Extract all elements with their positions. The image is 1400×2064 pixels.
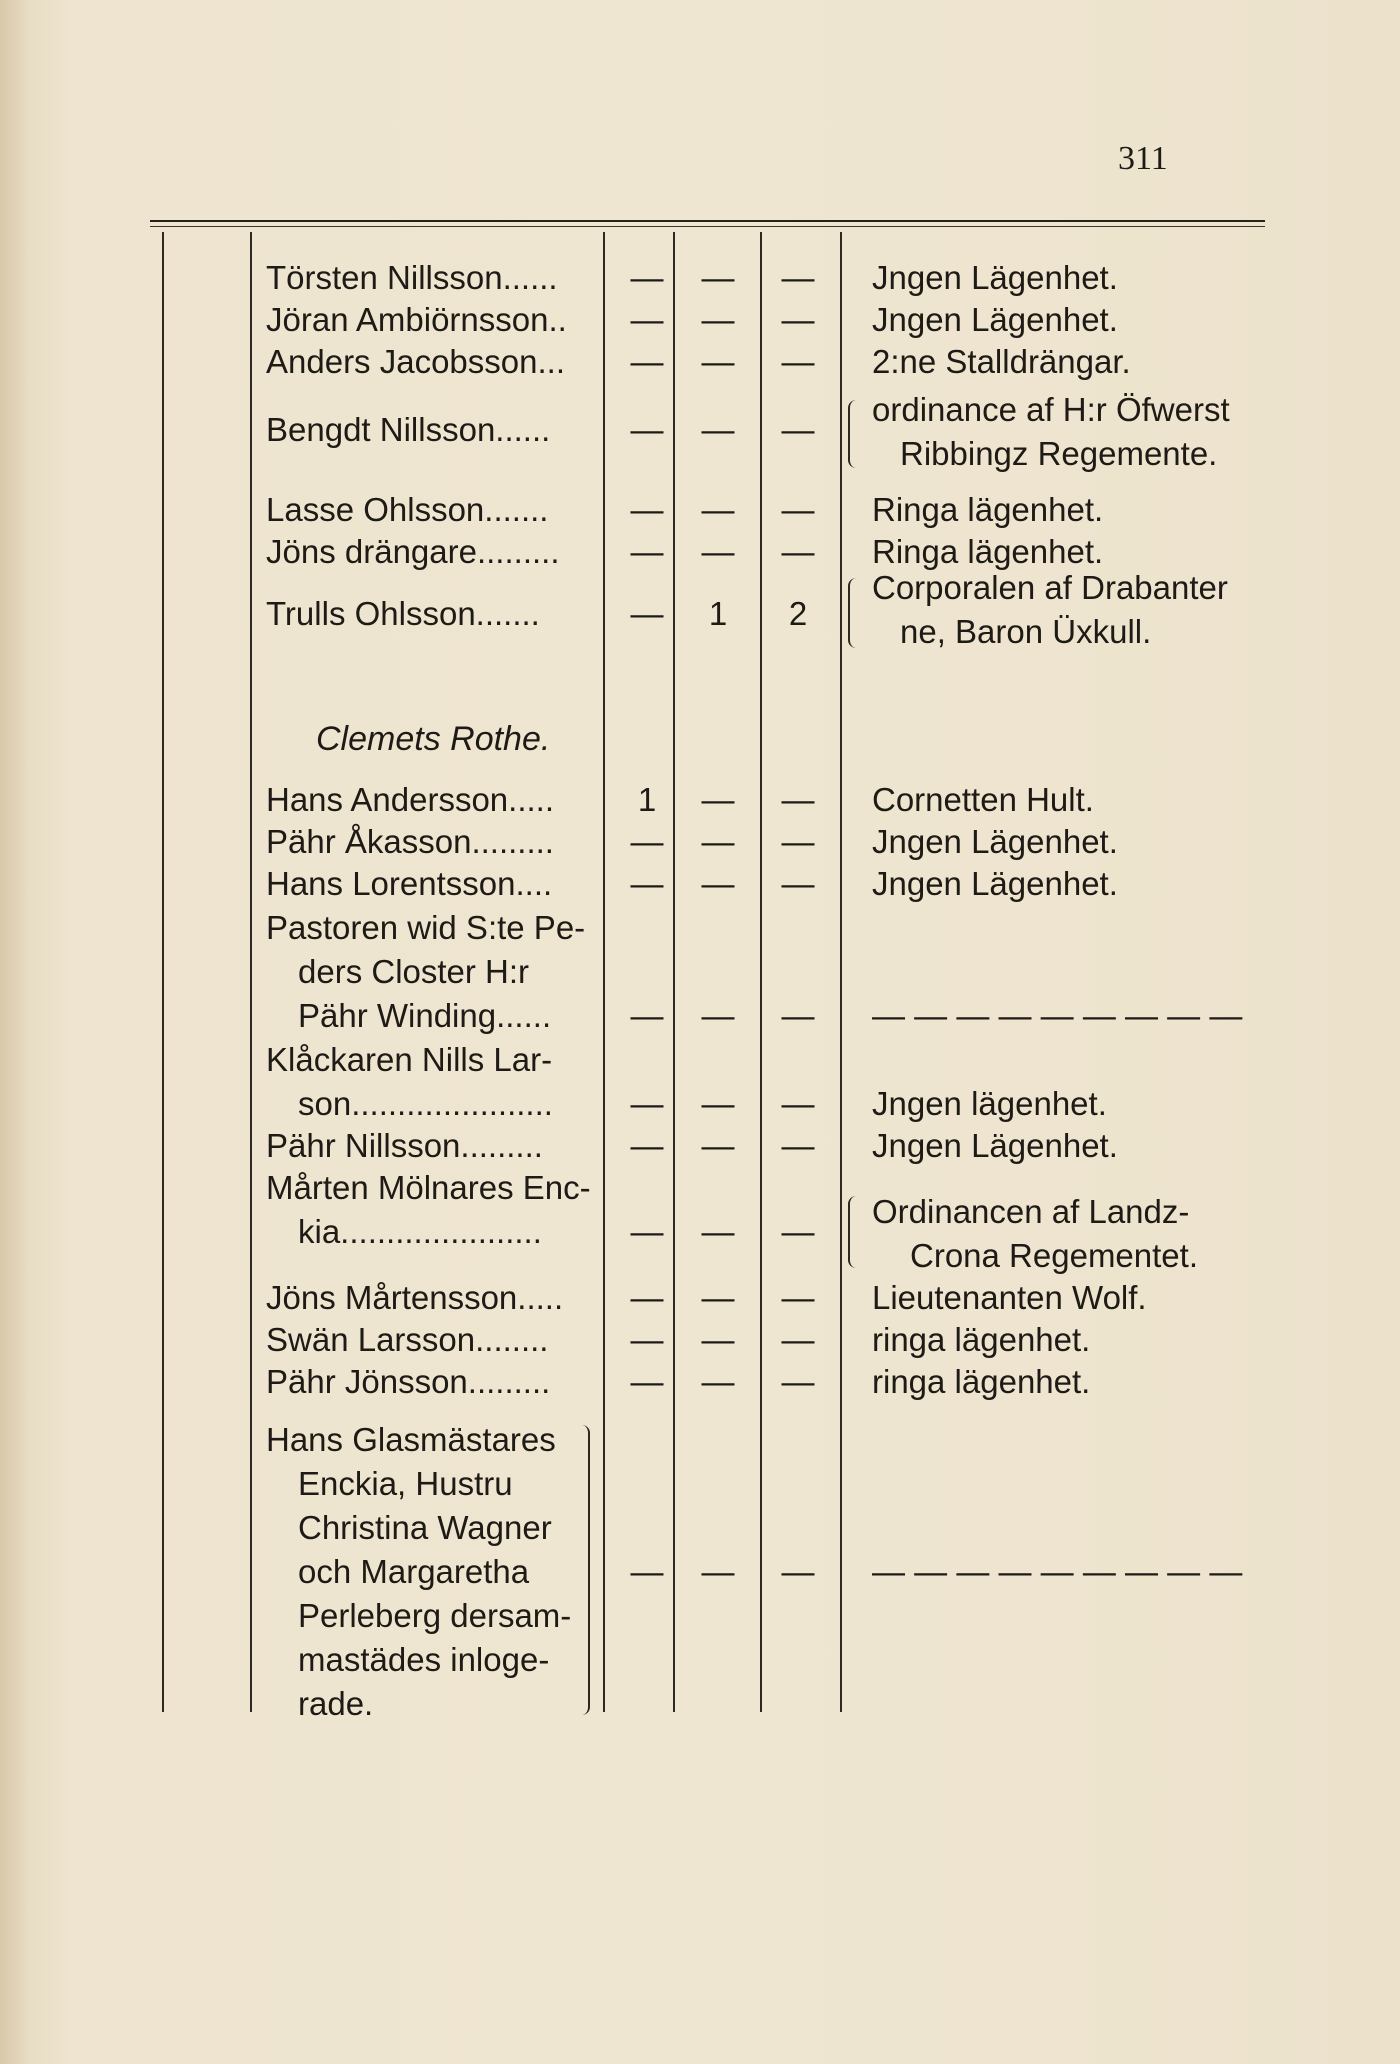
col1-cell: —: [630, 823, 664, 860]
col3-cell: —: [781, 259, 815, 296]
name-line: Christina Wagner: [298, 1509, 552, 1546]
name-line: son......................: [298, 1085, 553, 1122]
col3-cell: —: [781, 411, 815, 448]
remark-cell: Lieutenanten Wolf.: [872, 1279, 1147, 1316]
name-line: ders Closter H:r: [298, 953, 530, 990]
col3-cell: —: [781, 1363, 815, 1400]
name-cell: Anders Jacobsson...: [266, 343, 565, 380]
column-line-c3: [760, 232, 762, 1712]
col2-cell: —: [701, 865, 735, 902]
col2-cell: —: [701, 259, 735, 296]
name-cell: Lasse Ohlsson.......: [266, 491, 549, 528]
name-cell: Swän Larsson........: [266, 1321, 549, 1358]
col3-cell: —: [781, 865, 815, 902]
col1-cell: —: [630, 259, 664, 296]
col3-cell: —: [781, 823, 815, 860]
remark-cell: Ringa lägenhet.: [872, 533, 1104, 570]
remark-brace: [848, 578, 860, 648]
column-line-c2: [673, 232, 675, 1712]
remark-cell: 2:ne Stalldrängar.: [872, 343, 1131, 380]
remark-cell: Jngen Lägenhet.: [872, 1127, 1118, 1164]
col1-cell: —: [630, 411, 664, 448]
name-line: rade.: [298, 1685, 374, 1722]
remark-cell: ne, Baron Üxkull.: [900, 613, 1152, 650]
col3-cell: —: [781, 343, 815, 380]
col2-cell: —: [701, 411, 735, 448]
remark-cell: ringa lägenhet.: [872, 1363, 1091, 1400]
col2-cell: —: [701, 1321, 735, 1358]
name-cell: Hans Lorentsson....: [266, 865, 553, 902]
name-cell: Jöns drängare.........: [266, 533, 560, 570]
remark-cell: Jngen Lägenhet.: [872, 865, 1118, 902]
col1-cell: —: [630, 1213, 664, 1250]
name-line: mastädes inloge-: [298, 1641, 550, 1678]
col2-cell: —: [701, 1363, 735, 1400]
col2-cell: —: [701, 823, 735, 860]
col2-cell: —: [701, 491, 735, 528]
col2-cell: —: [701, 781, 735, 818]
page-number: 311: [1118, 140, 1168, 177]
col3-cell: —: [781, 533, 815, 570]
col3-cell: —: [781, 1553, 815, 1590]
column-line-remarks: [840, 232, 842, 1712]
name-line: kia......................: [298, 1213, 542, 1250]
name-line: Klåckaren Nills Lar-: [266, 1041, 553, 1078]
col2-cell: —: [701, 343, 735, 380]
group-brace: [578, 1425, 590, 1715]
remark-cell: Ringa lägenhet.: [872, 491, 1104, 528]
column-line-left: [162, 232, 164, 1712]
col3-cell: —: [781, 1321, 815, 1358]
remark-cell: Crona Regementet.: [910, 1237, 1198, 1274]
col1-cell: —: [630, 997, 664, 1034]
remark-brace: [848, 400, 860, 468]
col3-cell: —: [781, 491, 815, 528]
name-cell-multiline: [266, 1038, 553, 1126]
name-line: Enckia, Hustru: [298, 1465, 513, 1502]
remark-cell: Jngen Lägenhet.: [872, 301, 1118, 338]
col1-cell: —: [630, 1127, 664, 1164]
name-cell: Trulls Ohlsson.......: [266, 595, 540, 632]
remark-brace: [848, 1196, 860, 1268]
col2-cell: —: [701, 1213, 735, 1250]
name-line: Pähr Winding......: [298, 997, 552, 1034]
remark-cell: Jngen Lägenhet.: [872, 259, 1118, 296]
col3-cell: 2: [788, 595, 808, 632]
name-line: och Margaretha: [298, 1553, 530, 1590]
col1-cell: —: [630, 1085, 664, 1122]
col1-cell: —: [630, 1363, 664, 1400]
col3-cell: —: [781, 997, 815, 1034]
remark-cell: Ribbingz Regemente.: [900, 435, 1218, 472]
col1-cell: —: [630, 533, 664, 570]
remark-cell: Ordinancen af Landz-: [872, 1193, 1190, 1230]
name-line: Perleberg dersam-: [298, 1597, 572, 1634]
header-rule: [150, 220, 1265, 222]
col3-cell: —: [781, 781, 815, 818]
col3-cell: —: [781, 301, 815, 338]
name-cell: Törsten Nillsson......: [266, 259, 558, 296]
section-title: Clemets Rothe.: [316, 720, 551, 758]
col1-cell: —: [630, 865, 664, 902]
name-cell: Pähr Jönsson.........: [266, 1363, 551, 1400]
col1-cell: —: [630, 343, 664, 380]
col2-cell: —: [701, 301, 735, 338]
col2-cell: 1: [708, 595, 728, 632]
name-cell: Pähr Åkasson.........: [266, 823, 554, 860]
remark-cell: Cornetten Hult.: [872, 781, 1094, 818]
name-cell: Jöns Mårtensson.....: [266, 1279, 564, 1316]
name-cell: Bengdt Nillsson......: [266, 411, 551, 448]
col2-cell: —: [701, 533, 735, 570]
col2-cell: —: [701, 1279, 735, 1316]
col1-cell: —: [630, 1279, 664, 1316]
remark-cell: Corporalen af Drabanter: [872, 569, 1228, 606]
name-cell-multiline: [266, 906, 585, 1038]
col2-cell: —: [701, 997, 735, 1034]
col3-cell: —: [781, 1085, 815, 1122]
name-cell-multiline: [266, 1418, 571, 1726]
col2-cell: —: [701, 1127, 735, 1164]
name-line: Pastoren wid S:te Pe-: [266, 909, 586, 946]
remark-cell: — — — — — — — — —: [872, 1553, 1243, 1590]
binding-shadow: [0, 0, 28, 2064]
col1-cell: —: [630, 1553, 664, 1590]
col1-cell: —: [630, 1321, 664, 1358]
remark-cell: Jngen lägenhet.: [872, 1085, 1107, 1122]
name-cell: Jöran Ambiörnsson..: [266, 301, 567, 338]
col3-cell: —: [781, 1213, 815, 1250]
name-cell: Pähr Nillsson.........: [266, 1127, 543, 1164]
remark-cell: Jngen Lägenhet.: [872, 823, 1118, 860]
header-rule-thin: [150, 226, 1265, 227]
name-line: Hans Glasmästares: [266, 1421, 556, 1458]
col3-cell: —: [781, 1279, 815, 1316]
col1-cell: —: [630, 595, 664, 632]
col1-cell: 1: [637, 781, 657, 818]
remark-cell: ringa lägenhet.: [872, 1321, 1091, 1358]
col1-cell: —: [630, 301, 664, 338]
name-cell: Hans Andersson.....: [266, 781, 554, 818]
remark-cell: ordinance af H:r Öfwerst: [872, 391, 1230, 428]
remark-cell: — — — — — — — — —: [872, 997, 1243, 1034]
col2-cell: —: [701, 1085, 735, 1122]
column-line-name: [250, 232, 252, 1712]
col1-cell: —: [630, 491, 664, 528]
col2-cell: —: [701, 1553, 735, 1590]
name-cell-multiline: [266, 1166, 591, 1254]
col3-cell: —: [781, 1127, 815, 1164]
column-line-c1: [603, 232, 605, 1712]
name-line: Mårten Mölnares Enc-: [266, 1169, 591, 1206]
